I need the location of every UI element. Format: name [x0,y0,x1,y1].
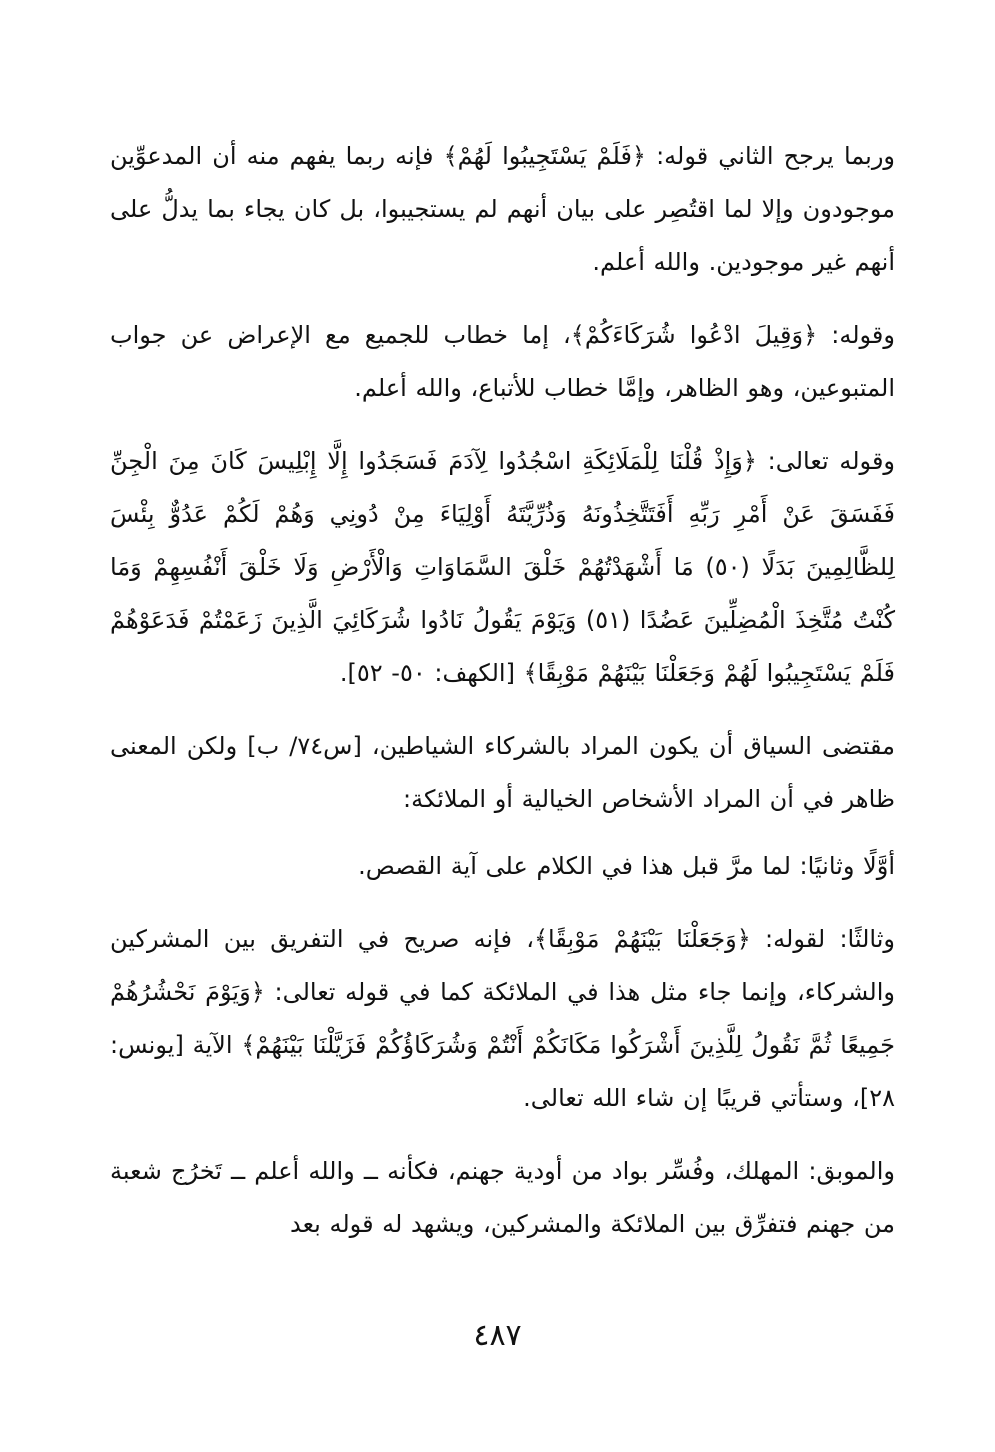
paragraph-3-quran-quote: وقوله تعالى: ﴿وَإِذْ قُلْنَا لِلْمَلَائِكَةِ اسْجُدُوا لِآدَمَ فَسَجَدُوا إِلَّا إِبْلِيسَ كَانَ مِنَ الْجِنِّ فَفَسَقَ عَنْ أَمْرِ رَبِّهِ أَفَتَتَّخِذُونَهُ وَذُرِّيَّتَهُ أَوْلِيَاءَ مِنْ دُونِي وَهُمْ لَكُمْ عَدُوٌّ بِئْسَ لِلظَّالِمِينَ بَدَلًا (٥٠) مَا أَشْهَدْتُهُمْ خَلْقَ السَّمَاوَاتِ وَالْأَرْضِ وَلَا خَلْقَ أَنْفُسِهِمْ وَمَا كُنْتُ مُتَّخِذَ الْمُضِلِّينَ عَضُدًا (٥١) وَيَوْمَ يَقُولُ نَادُوا شُرَكَائِيَ الَّذِينَ زَعَمْتُمْ فَدَعَوْهُمْ فَلَمْ يَسْتَجِيبُوا لَهُمْ وَجَعَلْنَا بَيْنَهُمْ مَوْبِقًا﴾ [الكهف: ٥٠- ٥٢]. [110,447,896,687]
paragraph-5: أوَّلًا وثانيًا: لما مرَّ قبل هذا في الكلام على آية القصص. [358,852,895,880]
paragraph-7: والموبق: المهلك، وفُسِّر بواد من أودية جهنم، فكأنه ــ والله أعلم ــ تَخرُج شعبة من جهنم فتفرِّق بين الملائكة والمشركين، ويشهد له قوله بعد [110,1157,895,1238]
paragraph-1: وربما يرجح الثاني قوله: ﴿فَلَمْ يَسْتَجِيبُوا لَهُمْ﴾ فإنه ربما يفهم منه أن المدعوِّين موجودون وإلا لما اقتُصِر على بيان أنهم لم يستجيبوا، بل كان يجاء بما يدلُّ على أنهم غير موجودين. والله أعلم. [110,142,895,276]
page-number: ٤٨٧ [473,1318,522,1353]
paragraph-2: وقوله: ﴿وَقِيلَ ادْعُوا شُرَكَاءَكُمْ﴾، إما خطاب للجميع مع الإعراض عن جواب المتبوعين، وهو الظاهر، وإمَّا خطاب للأتباع، والله أعلم. [110,321,895,402]
paragraph-4: مقتضى السياق أن يكون المراد بالشركاء الشياطين، [س٧٤/ ب] ولكن المعنى ظاهر في أن المراد الأشخاص الخيالية أو الملائكة: [110,732,895,813]
page-body [110,130,895,1370]
paragraph-6: وثالثًا: لقوله: ﴿وَجَعَلْنَا بَيْنَهُمْ مَوْبِقًا﴾، فإنه صريح في التفريق بين المشركين والشركاء، وإنما جاء مثل هذا في الملائكة كما في قوله تعالى: ﴿وَيَوْمَ نَحْشُرُهُمْ جَمِيعًا ثُمَّ نَقُولُ لِلَّذِينَ أَشْرَكُوا مَكَانَكُمْ أَنْتُمْ وَشُرَكَاؤُكُمْ فَزَيَّلْنَا بَيْنَهُمْ﴾ الآية [يونس: ٢٨]، وستأتي قريبًا إن شاء الله تعالى. [110,925,895,1112]
